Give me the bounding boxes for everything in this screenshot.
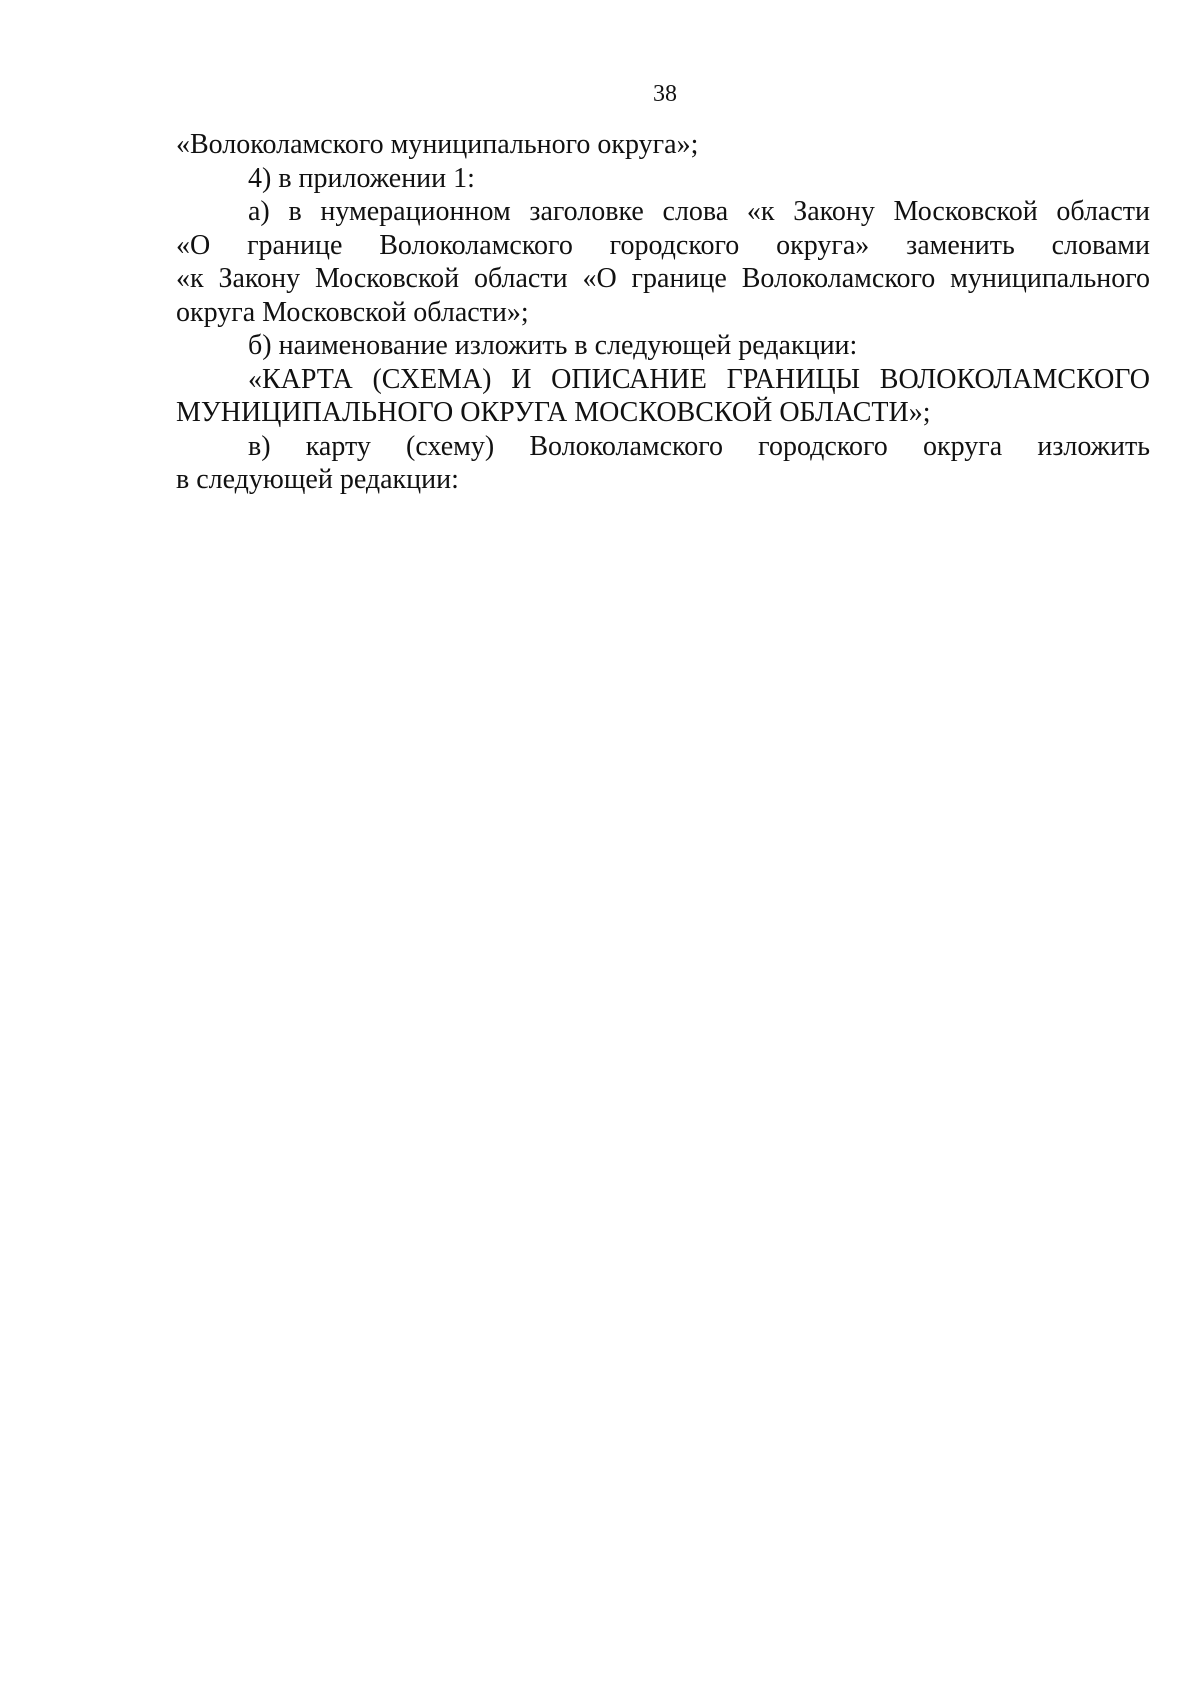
item-a-line-2: «О границе Волоколамского городского округа» заменить словами: [176, 229, 1150, 261]
text-line-1: «Волоколамского муниципального округа»;: [176, 129, 699, 160]
item-a-line-4: округа Московской области»;: [176, 296, 529, 328]
item-4-heading: 4) в приложении 1:: [248, 162, 475, 194]
document-body: [176, 128, 1150, 497]
item-b-line: б) наименование изложить в следующей редакции:: [248, 330, 858, 361]
item-v-line-1: в) карту (схему) Волоколамского городского округа изложить: [248, 430, 1150, 462]
new-title-line-1: «КАРТА (СХЕМА) И ОПИСАНИЕ ГРАНИЦЫ ВОЛОКОЛАМСКОГО: [248, 363, 1150, 395]
item-v-line-2: в следующей редакции:: [176, 464, 459, 495]
item-a-line-1: а) в нумерационном заголовке слова «к Закону Московской области: [248, 196, 1150, 227]
page-number: 38: [653, 81, 677, 107]
new-title-line-2: МУНИЦИПАЛЬНОГО ОКРУГА МОСКОВСКОЙ ОБЛАСТИ»;: [176, 397, 931, 428]
item-a-line-3: «к Закону Московской области «О границе Волоколамского муниципального: [176, 263, 1150, 294]
